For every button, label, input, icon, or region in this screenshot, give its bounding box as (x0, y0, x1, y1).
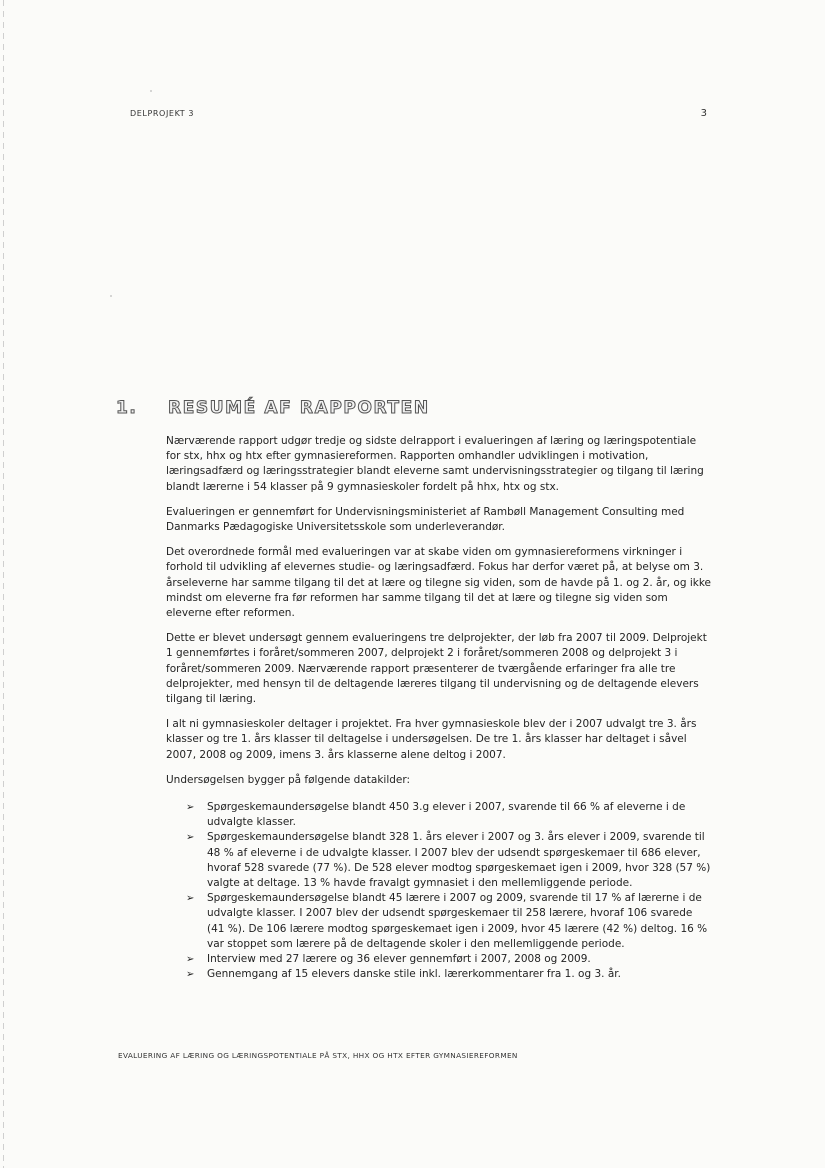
arrow-bullet-icon: ➢ (186, 969, 195, 981)
chapter-title: RESUMÉ AF RAPPORTEN (168, 398, 430, 418)
arrow-bullet-icon: ➢ (186, 954, 195, 966)
section-label: DELPROJEKT 3 (130, 109, 195, 118)
list-item-text: Spørgeskemaundersøgelse blandt 450 3.g elever i 2007, svarende til 66 % af eleverne i de udvalgte klasser. (207, 801, 686, 829)
page-number: 3 (700, 108, 707, 119)
arrow-bullet-icon: ➢ (186, 832, 195, 844)
list-item-text: Spørgeskemaundersøgelse blandt 328 1. års elever i 2007 og 3. års elever i 2009, svarende til 48 % af eleverne i de udvalgte klasser. I 2007 blev der udsendt spørgeskemaer til 686 elever, hvoraf 528 svarede (77 %). De 528 elever modtog spørgeskemaet igen i 2009, hvor 328 (57 %) valgte at deltage. 13 % havde fravalgt gymnasiet i den mellemliggende periode. (207, 831, 711, 890)
list-item-text: Spørgeskemaundersøgelse blandt 45 lærere i 2007 og 2009, svarende til 17 % af lærerne i de udvalgte klasser. I 2007 blev der udsendt spørgeskemaer til 258 lærere, hvoraf 106 svarede (41 %). De 106 lærere modtog spørgeskemaet igen i 2009, hvor 45 lærere (42 %) deltog. 16 % var stoppet som lærere på de deltagende skoler i den mellemliggende periode. (207, 892, 708, 950)
arrow-bullet-icon: ➢ (186, 893, 195, 905)
list-item (186, 952, 711, 967)
scan-speck (110, 295, 112, 297)
scan-speck (150, 90, 152, 92)
chapter-number: 1. (116, 398, 138, 418)
running-footer: EVALUERING AF LÆRING OG LÆRINGSPOTENTIALE PÅ STX, HHX OG HTX EFTER GYMNASIEREFORMEN (118, 1051, 518, 1060)
data-source-list (186, 800, 711, 982)
paragraph: Det overordnede formål med evalueringen var at skabe viden om gymnasiereformens virkninger i forhold til udvikling af elevernes studie- og læringsadfærd. Fokus har derfor været på, at belyse om 3. årseleverne har samme tilgang til det at lære og tilegne sig viden, som de havde på 1. og 2. år, og ikke mindst om eleverne fra før reformen har samme tilgang til det at lære og tilegne sig viden som eleverne efter reformen. (166, 546, 712, 620)
paragraph: Evalueringen er gennemført for Undervisningsministeriet af Rambøll Management Consulting med Danmarks Pædagogiske Universitetsskole som underleverandør. (166, 505, 685, 534)
arrow-bullet-icon: ➢ (186, 802, 195, 814)
body-text (166, 434, 711, 983)
chapter-heading (116, 398, 676, 422)
list-item-text: Interview med 27 lærere og 36 elever gennemført i 2007, 2008 og 2009. (207, 953, 591, 966)
list-item (186, 830, 711, 891)
scan-edge-artifact (3, 0, 4, 1168)
paragraph: Dette er blevet undersøgt gennem evalueringens tre delprojekter, der løb fra 2007 til 2009. Delprojekt 1 gennemførtes i foråret/sommeren 2007, delprojekt 2 i foråret/sommeren 2008 og delprojekt 3 i foråret/sommeren 2009. Nærværende rapport præsenterer de tværgående erfaringer fra alle tre delprojekter, med hensyn til de deltagende læreres tilgang til undervisning og de deltagende elevers tilgang til læring. (166, 632, 707, 706)
list-item-text: Gennemgang af 15 elevers danske stile inkl. lærerkommentarer fra 1. og 3. år. (207, 968, 621, 981)
list-item (186, 800, 711, 830)
running-header (130, 109, 707, 118)
paragraph: Nærværende rapport udgør tredje og sidste delrapport i evalueringen af læring og læringspotentiale for stx, hhx og htx efter gymnasiereformen. Rapporten omhandler udviklingen i motivation, læringsadfærd og læringsstrategier blandt eleverne samt undervisningsstrategier og tilgang til læring blandt lærerne i 54 klasser på 9 gymnasieskoler fordelt på hhx, htx og stx. (166, 435, 704, 493)
list-item (186, 891, 711, 952)
list-item (186, 967, 711, 982)
paragraph: Undersøgelsen bygger på følgende datakilder: (166, 773, 411, 786)
paragraph: I alt ni gymnasieskoler deltager i projektet. Fra hver gymnasieskole blev der i 2007 udvalgt tre 3. års klasser og tre 1. års klasser til deltagelse i undersøgelsen. De tre 1. års klasser har deltaget i såvel 2007, 2008 og 2009, imens 3. års klasserne alene deltog i 2007. (166, 718, 697, 761)
